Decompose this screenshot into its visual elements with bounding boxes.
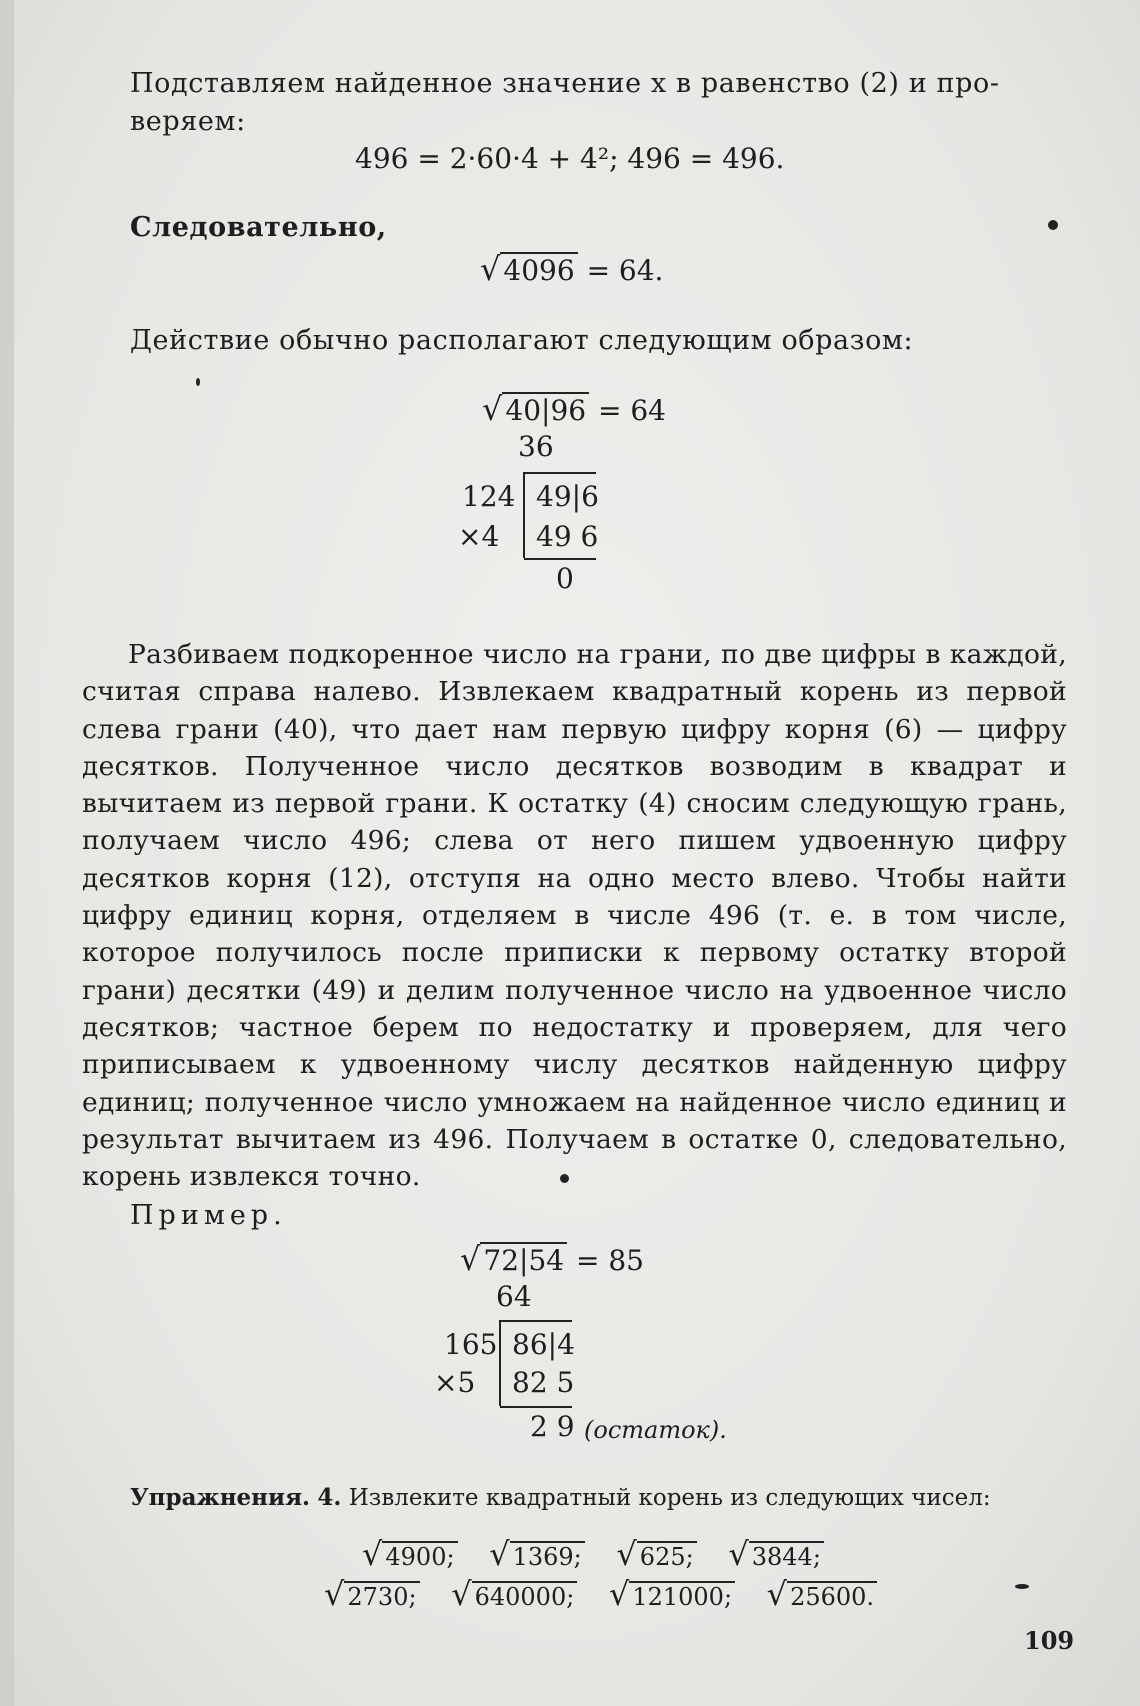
scheme1-result: = 64 <box>598 394 666 427</box>
scheme1-radicand: 40|96 <box>502 392 589 427</box>
example-final: 2 9 <box>530 1410 575 1443</box>
example-radicand: 72|54 <box>480 1242 567 1277</box>
exercises-number: 4. <box>317 1484 342 1511</box>
example-final-note: (остаток). <box>584 1416 727 1444</box>
layout-intro: Действие обычно располагают следующим образом: <box>130 325 914 356</box>
scheme1-multiplier: ×4 <box>458 520 500 553</box>
radical: √ 72|54 <box>460 1240 567 1278</box>
scheme1-rule <box>524 472 596 474</box>
scheme1-first-square: 36 <box>518 430 554 463</box>
scheme1-product: 49 6 <box>536 520 599 553</box>
exercise-item: √ 3844; <box>728 1535 824 1573</box>
explanation-paragraph: Разбиваем подкоренное число на грани, по две цифры в каждой, считая справа налево. Извлекаем квадратный корень из первой слева грани (40), что дает нам первую цифру корня (6) — цифру десятков. Полученное число десятков возводим в квадрат и вычитаем из первой грани. К остатку (4) сносим следующую грань, получаем число 496; слева от него пишем удвоенную цифру десятков корня (12), отступя на одно место влево. Чтобы найти цифру единиц корня, отделяем в числе 496 (т. е. в том числе, которое получилось после приписки к первому остатку второй грани) десятки (49) и делим полученное число на удвоенное число десятков; частное берем по недостатку и проверяем, для чего приписываем к удвоенному числу десятков найденную цифру единиц; полученное число умножаем на найденное число единиц и результат вычитаем из 496. Получаем в остатке 0, следовательно, корень извлекся точно. <box>82 639 1067 1193</box>
scheme1-bracket <box>523 472 525 558</box>
conclusion-label: Следовательно, <box>130 212 387 243</box>
radical: √ 40|96 <box>482 390 589 428</box>
example-label: Пример. <box>130 1200 287 1231</box>
scheme1-final: 0 <box>556 562 574 595</box>
exercise-item: √ 25600. <box>767 1575 877 1613</box>
radical: √ 4096 <box>480 250 578 288</box>
ink-dot <box>1015 1584 1029 1589</box>
exercises-row-1 <box>350 1535 836 1573</box>
example-product: 82 5 <box>512 1366 575 1399</box>
exercise-item: √ 625; <box>616 1535 696 1573</box>
intro-line-2: веряем: <box>130 106 246 137</box>
intro-line-1: Подставляем найденное значение x в равенство (2) и про- <box>130 68 1000 99</box>
check-equation: 496 = 2·60·4 + 4²; 496 = 496. <box>355 142 785 175</box>
radicand: 4096 <box>500 252 577 287</box>
exercises-header <box>130 1484 991 1511</box>
example-rule <box>500 1320 572 1322</box>
exercise-item: √ 640000; <box>451 1575 577 1613</box>
example-remainder: 86|4 <box>512 1328 575 1361</box>
example-multiplier: ×5 <box>434 1366 476 1399</box>
exercise-item: √ 2730; <box>324 1575 420 1613</box>
ink-dot <box>1048 220 1058 230</box>
example-rule-2 <box>500 1406 572 1408</box>
exercises-text: Извлеките квадратный корень из следующих чисел: <box>348 1485 991 1511</box>
example-first-square: 64 <box>496 1280 532 1313</box>
page-number: 109 <box>1024 1626 1075 1655</box>
scheme1-root-line <box>482 390 666 428</box>
scheme1-divisor: 124 <box>462 480 516 513</box>
exercise-item: √ 121000; <box>609 1575 735 1613</box>
example-bracket <box>499 1320 501 1406</box>
ink-dot <box>560 1174 569 1183</box>
example-result: = 85 <box>576 1244 644 1277</box>
scheme1-rule-2 <box>524 558 596 560</box>
example-divisor: 165 <box>444 1328 498 1361</box>
page-edge-shadow <box>0 0 14 1706</box>
example-root-line <box>460 1240 644 1278</box>
exercise-item: √ 4900; <box>362 1535 458 1573</box>
scheme1-remainder: 49|6 <box>536 480 599 513</box>
conclusion-result: = 64. <box>586 254 664 287</box>
exercise-item: √ 1369; <box>489 1535 585 1573</box>
ink-dot <box>196 378 200 386</box>
exercises-label: Упражнения. <box>130 1484 311 1511</box>
exercises-row-2 <box>312 1575 889 1613</box>
conclusion-formula <box>480 250 663 288</box>
